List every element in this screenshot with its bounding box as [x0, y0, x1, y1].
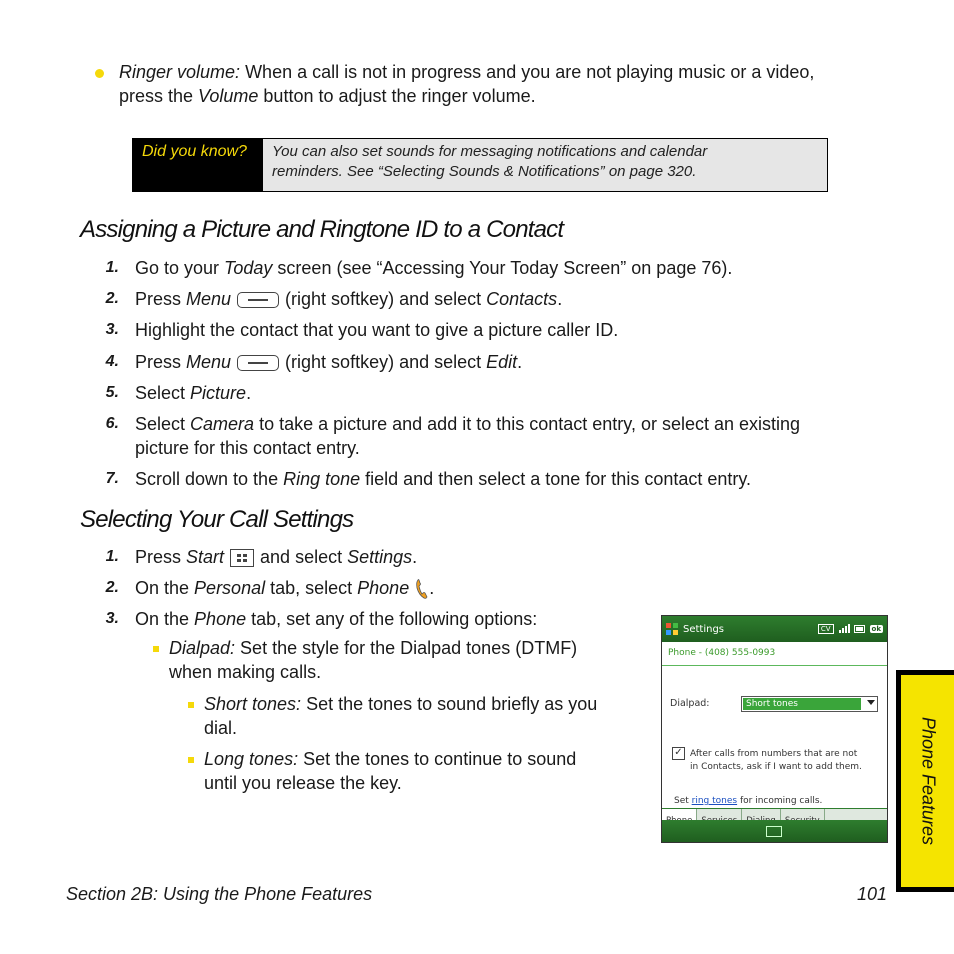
step-number: 5. [105, 384, 119, 401]
step-number: 6. [105, 415, 119, 432]
did-you-know-label: Did you know? [133, 139, 263, 191]
windows-flag-icon [666, 623, 678, 635]
footer-section: Section 2B: Using the Phone Features [66, 884, 373, 904]
short-tones-option: Short tones: Set the tones to sound briefly as you dial. [204, 694, 598, 738]
section-heading-assign-picture: Assigning a Picture and Ringtone ID to a Contact [80, 216, 564, 243]
page-number: 101 [857, 884, 888, 904]
bullet-square-icon [188, 702, 194, 708]
dropdown-arrow-icon [867, 700, 875, 705]
side-tab [896, 670, 954, 892]
did-you-know-box [132, 138, 828, 192]
step-number: 2. [105, 290, 119, 307]
bullet-icon [95, 69, 104, 78]
step-3: Highlight the contact that you want to give a picture caller ID. [135, 320, 619, 340]
settings-step-1: Press Start and select Settings. [135, 547, 418, 567]
ring-tones-line: Set ring tones for incoming calls. [674, 796, 823, 806]
long-tones-option: Long tones: Set the tones to continue to sound until you release the key. [204, 749, 577, 793]
dialpad-select[interactable]: Short tones [741, 696, 878, 712]
dialpad-label: Dialpad: [670, 698, 710, 709]
side-tab-label: Phone Features [918, 716, 938, 846]
softkey-bar [662, 820, 887, 842]
ok-button[interactable]: ok [871, 625, 881, 633]
keyboard-icon[interactable] [766, 826, 782, 837]
signal-icon [838, 624, 850, 634]
step-5: Select Picture. [135, 383, 252, 403]
screen-body [662, 666, 887, 808]
add-contact-checkbox[interactable]: ✓ [672, 747, 685, 760]
network-status-icon: CV [818, 624, 834, 634]
menu-softkey-icon [237, 292, 279, 308]
section-heading-call-settings: Selecting Your Call Settings [80, 506, 354, 533]
battery-icon [854, 625, 866, 633]
phone-handset-icon [415, 578, 429, 600]
ringer-volume-paragraph: Ringer volume: When a call is not in progress and you are not playing music or a video, press the Volume button to adjust the ringer volume. [119, 62, 815, 106]
settings-step-2: On the Personal tab, select Phone . [135, 576, 434, 600]
step-number: 3. [105, 321, 119, 338]
term-ringer-volume: Ringer volume: [119, 62, 241, 82]
screen-title: Settings [683, 623, 725, 635]
step-6: Select Camera to take a picture and add it to this contact entry, or select an existing picture for this contact entry. [135, 414, 801, 458]
start-key-icon [230, 549, 254, 567]
status-icons [818, 624, 887, 634]
settings-step-3: On the Phone tab, set any of the following options: [135, 609, 538, 629]
ring-tones-link[interactable]: ring tones [691, 796, 738, 806]
step-1: Go to your Today screen (see “Accessing Your Today Screen” on page 76). [135, 258, 733, 278]
step-number: 1. [105, 259, 119, 276]
step-2: Press Menu (right softkey) and select Contacts. [135, 289, 563, 309]
step-number: 1. [105, 548, 119, 565]
phone-settings-screenshot [661, 615, 888, 843]
step-7: Scroll down to the Ring tone field and then select a tone for this contact entry. [135, 469, 752, 489]
checkbox-label: After calls from numbers that are not in Contacts, ask if I want to add them. [690, 749, 862, 772]
step-number: 7. [105, 470, 119, 487]
step-4: Press Menu (right softkey) and select Edit. [135, 352, 523, 372]
step-number: 4. [105, 353, 119, 370]
screen-title-bar [662, 616, 887, 642]
bullet-square-icon [153, 646, 159, 652]
dialpad-option: Dialpad: Set the style for the Dialpad tones (DTMF) when making calls. [169, 638, 578, 682]
bullet-square-icon [188, 757, 194, 763]
step-number: 3. [105, 610, 119, 627]
phone-number-subtitle: Phone - (408) 555-0993 [662, 642, 887, 666]
step-number: 2. [105, 579, 119, 596]
menu-softkey-icon [237, 355, 279, 371]
did-you-know-text: You can also set sounds for messaging notifications and calendar reminders. See “Selecting Sounds & Notifications” on page 320. [263, 139, 827, 191]
